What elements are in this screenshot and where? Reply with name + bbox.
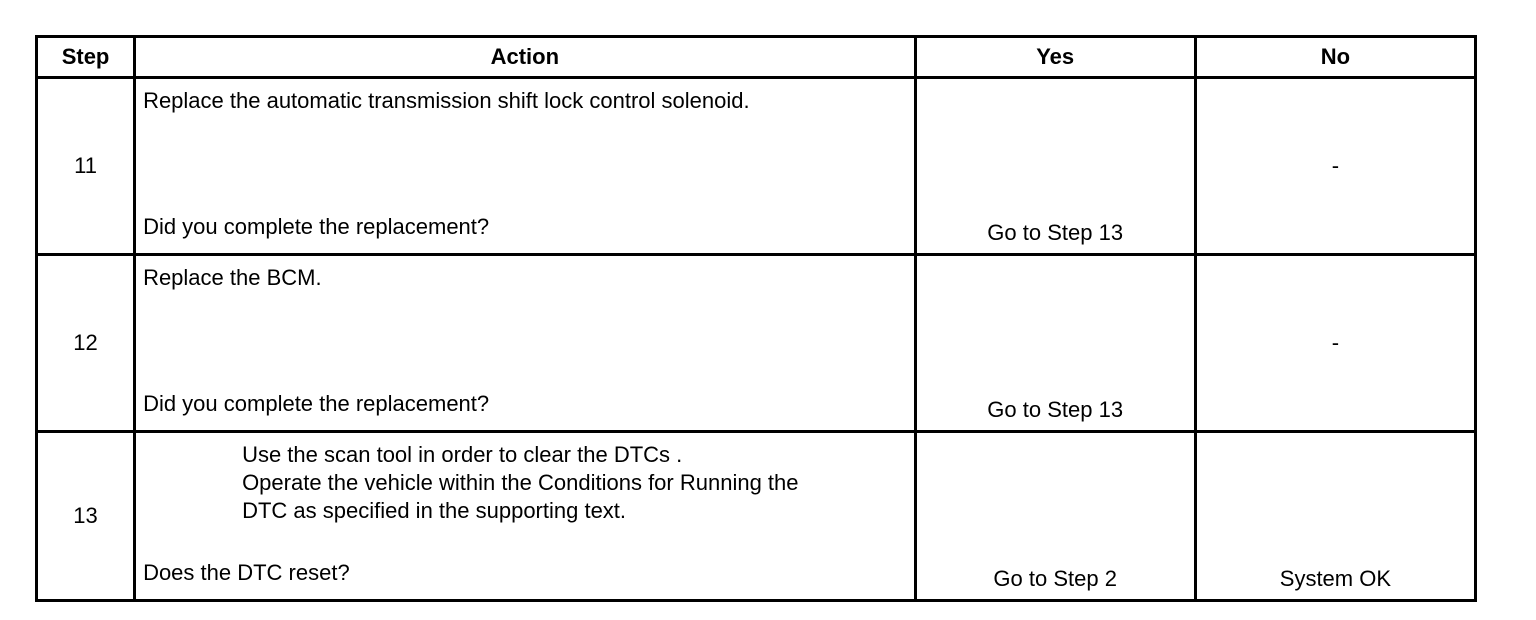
header-action: Action: [135, 37, 916, 78]
header-step: Step: [37, 37, 135, 78]
action-question: Did you complete the replacement?: [143, 391, 490, 416]
header-no: No: [1195, 37, 1475, 78]
action-question: Does the DTC reset?: [143, 560, 350, 585]
no-result: -: [1195, 255, 1475, 432]
step-number: 12: [37, 255, 135, 432]
yes-result: Go to Step 13: [987, 397, 1124, 422]
action-text: Replace the BCM.: [143, 265, 322, 290]
step-number: 13: [37, 432, 135, 601]
yes-result: Go to Step 13: [987, 220, 1124, 245]
action-text: DTC as specified in the supporting text.: [242, 498, 627, 523]
yes-cell: [915, 78, 1195, 255]
action-question: Did you complete the replacement?: [143, 214, 490, 239]
header-yes: Yes: [915, 37, 1195, 78]
yes-result: Go to Step 2: [993, 566, 1117, 591]
action-text: Operate the vehicle within the Conditions for Running the: [242, 470, 799, 495]
yes-cell: [915, 432, 1195, 601]
header-row: [37, 37, 1476, 78]
action-cell: [135, 255, 916, 432]
action-text: Use the scan tool in order to clear the DTCs .: [242, 442, 683, 467]
table-row: [37, 432, 1476, 601]
yes-cell: [915, 255, 1195, 432]
action-cell: [135, 78, 916, 255]
diagnostic-table: [35, 35, 1477, 602]
no-result: -: [1195, 78, 1475, 255]
no-result: System OK: [1279, 566, 1392, 591]
table-row: [37, 78, 1476, 255]
table-row: [37, 255, 1476, 432]
step-number: 11: [37, 78, 135, 255]
action-cell: [135, 432, 916, 601]
no-cell: [1195, 432, 1475, 601]
action-text: Replace the automatic transmission shift lock control solenoid.: [143, 88, 750, 113]
